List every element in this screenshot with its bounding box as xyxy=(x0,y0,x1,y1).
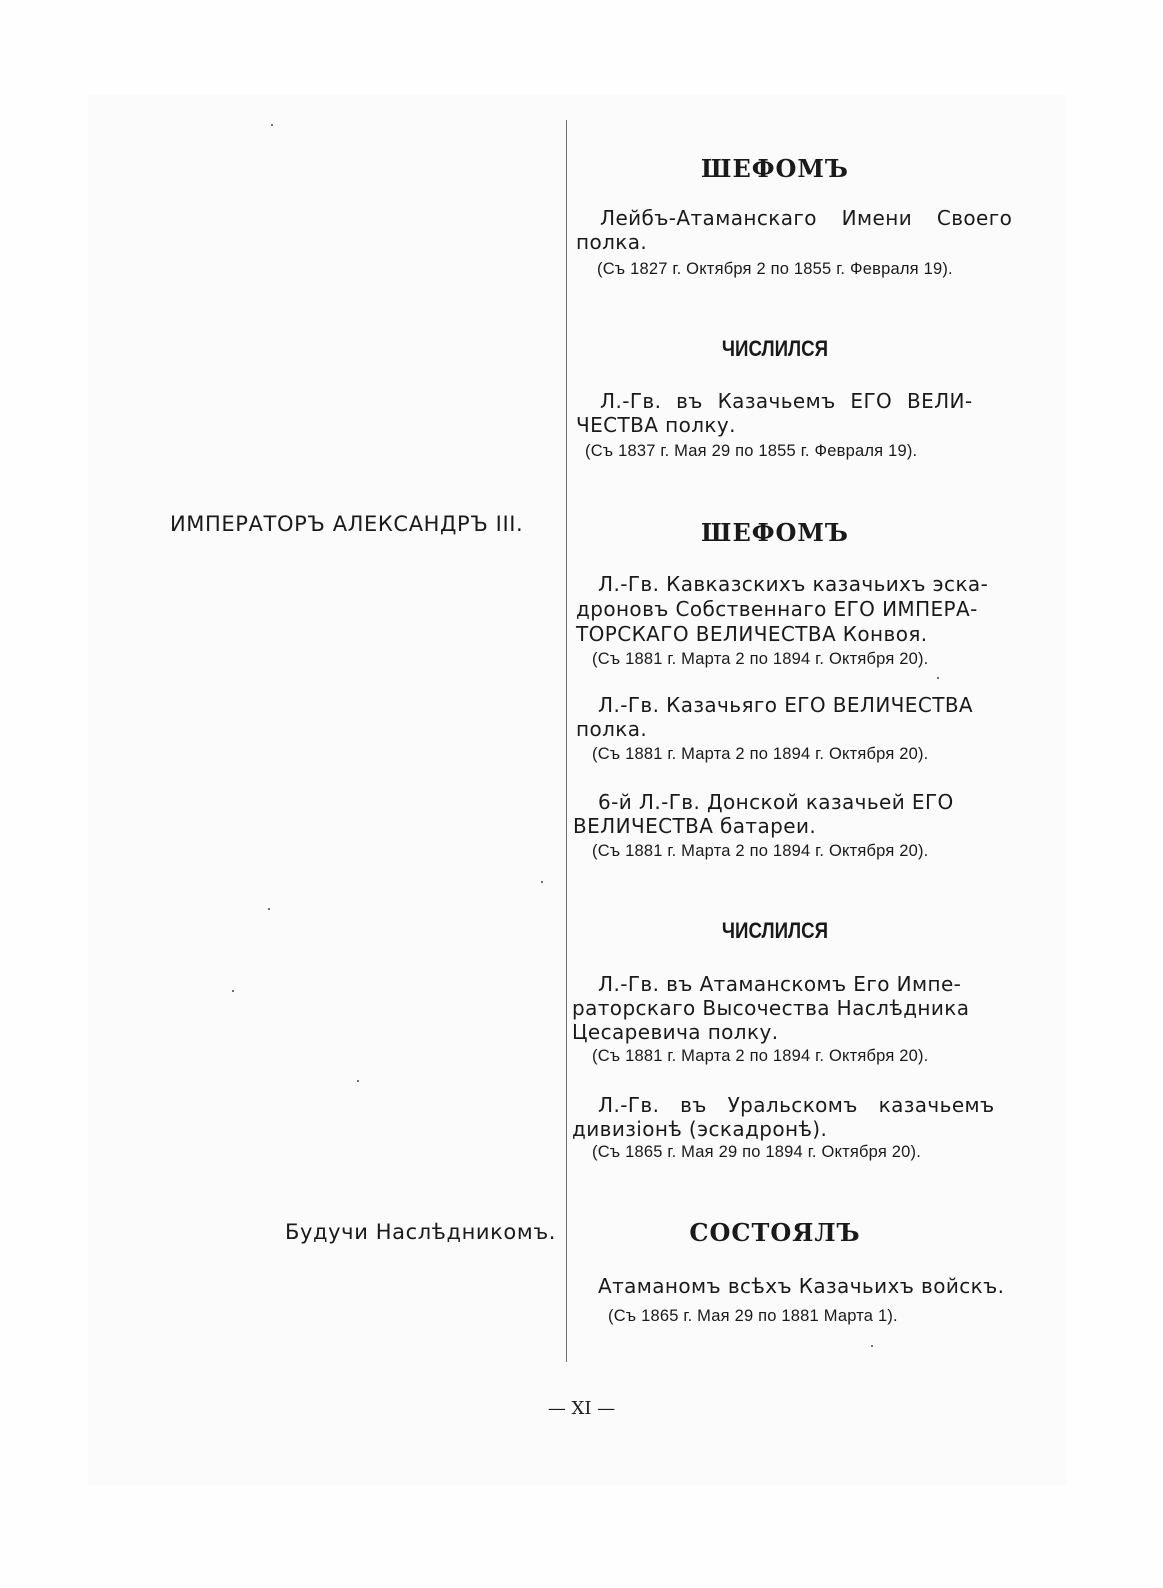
entry-date: (Съ 1881 г. Марта 2 по 1894 г. Октября 20). xyxy=(592,745,929,763)
scan-speck xyxy=(871,1345,873,1347)
section-heading: ШЕФОМЪ xyxy=(701,518,849,547)
entry-date: (Съ 1827 г. Октября 2 по 1855 г. Февраля 19). xyxy=(597,260,953,278)
entry-line: Л.-Гв. Казачьяго ЕГО ВЕЛИЧЕСТВА xyxy=(598,693,974,717)
entry-line: ТОРСКАГО ВЕЛИЧЕСТВА Конвоя. xyxy=(576,622,928,646)
entry-line: Лейбъ-Атаманскаго Имени Своего xyxy=(600,206,1013,230)
scan-speck xyxy=(268,908,270,910)
scan-speck xyxy=(271,124,273,126)
entry-date: (Съ 1881 г. Марта 2 по 1894 г. Октября 20). xyxy=(592,650,929,668)
entry-line: Л.-Гв. въ Атаманскомъ Его Импе- xyxy=(598,972,962,996)
scan-speck xyxy=(937,677,939,679)
page-folio: — XI — xyxy=(547,1398,616,1419)
entry-date: (Съ 1865 г. Мая 29 по 1881 Марта 1). xyxy=(608,1307,898,1325)
section-heading: ЧИСЛИЛСЯ xyxy=(721,336,829,361)
entry-line: ВЕЛИЧЕСТВА батареи. xyxy=(573,814,817,838)
entry-date: (Съ 1837 г. Мая 29 по 1855 г. Февраля 19). xyxy=(585,442,918,460)
emperor-name: ИМПЕРАТОРЪ АЛЕКСАНДРЪ III. xyxy=(170,512,524,536)
entry-line: Цесаревича полку. xyxy=(572,1020,779,1044)
as-heir-label: Будучи Наслѣдникомъ. xyxy=(285,1220,557,1244)
scan-speck xyxy=(541,881,543,883)
section-heading: СОСТОЯЛЪ xyxy=(689,1218,861,1247)
entry-line: Л.-Гв. въ Казачьемъ ЕГО ВЕЛИ- xyxy=(600,389,973,413)
entry-line: Атаманомъ всѣхъ Казачьихъ войскъ. xyxy=(598,1274,1005,1298)
entry-line: Л.-Гв. Кавказскихъ казачьихъ эска- xyxy=(598,572,989,596)
entry-date: (Съ 1865 г. Мая 29 по 1894 г. Октября 20). xyxy=(592,1143,922,1161)
entry-line: полка. xyxy=(576,717,648,741)
section-heading: ЧИСЛИЛСЯ xyxy=(721,918,829,943)
entry-line: ЧЕСТВА полку. xyxy=(576,413,736,437)
entry-line: дивизiонѣ (эскадронѣ). xyxy=(572,1117,828,1141)
entry-line: полка. xyxy=(576,230,648,254)
entry-date: (Съ 1881 г. Марта 2 по 1894 г. Октября 20). xyxy=(592,842,929,860)
column-divider xyxy=(566,120,567,1362)
scan-speck xyxy=(232,990,234,992)
scan-speck xyxy=(357,1080,359,1082)
entry-line: дроновъ Собственнаго ЕГО ИМПЕРА- xyxy=(576,597,978,621)
entry-line: Л.-Гв. въ Уральскомъ казачьемъ xyxy=(598,1093,995,1117)
entry-date: (Съ 1881 г. Марта 2 по 1894 г. Октября 20). xyxy=(592,1047,929,1065)
section-heading: ШЕФОМЪ xyxy=(701,154,849,183)
entry-line: раторскаго Высочества Наслѣдника xyxy=(572,996,970,1020)
entry-line: 6-й Л.-Гв. Донской казачьей ЕГО xyxy=(598,790,954,814)
